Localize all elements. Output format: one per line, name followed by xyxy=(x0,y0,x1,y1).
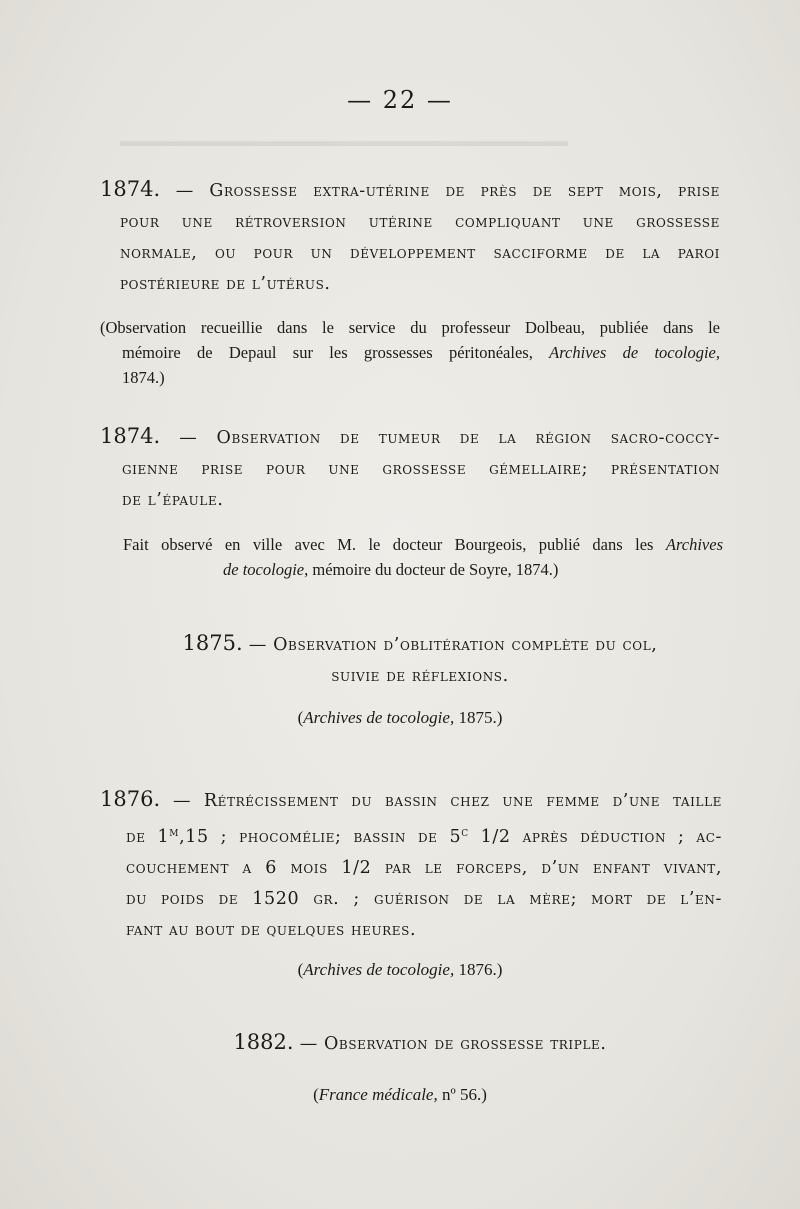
source-prefix: ( xyxy=(297,708,304,727)
entry-1-note xyxy=(100,315,720,390)
superscript: c xyxy=(461,825,469,840)
title-line: de l’épaule. xyxy=(122,490,224,510)
title-line: pour une rétroversion utérine compliquant une grossesse xyxy=(120,212,720,232)
source-suffix: 1876.) xyxy=(454,960,503,979)
entry-1874-extra-uterine xyxy=(100,174,720,300)
title-line: normale, ou pour un développement sacciforme de la paroi xyxy=(120,243,720,263)
source-suffix: nº 56.) xyxy=(437,1085,487,1104)
title-line: couchement a 6 mois 1/2 par le forceps, d’un enfant vivant, xyxy=(126,858,722,878)
title-line: — Grossesse extra-utérine de près de sept mois, prise xyxy=(160,181,720,201)
source-prefix: ( xyxy=(313,1085,319,1104)
entry-1875-obliteration xyxy=(150,628,690,692)
entry-year: 1874. xyxy=(100,177,161,201)
entry-4-source xyxy=(0,960,800,980)
title-line: — Observation de grossesse triple. xyxy=(293,1034,607,1054)
entry-2-note xyxy=(123,532,723,582)
entry-year: 1882. xyxy=(233,1030,294,1054)
superscript: m xyxy=(169,825,180,840)
bleed-through-texture: ▬▬▬▬▬▬▬▬▬▬▬▬▬▬▬▬▬▬▬▬▬▬▬▬▬▬▬▬ xyxy=(120,133,568,150)
title-line: suivie de réflexions. xyxy=(331,666,509,686)
title-line: — Observation d’oblitération complète du col, xyxy=(242,635,658,655)
title-line: de 1 xyxy=(126,827,170,847)
journal-title: Archives xyxy=(665,535,723,554)
title-line: — Rétrécissement du bassin chez une femme d’une taille xyxy=(160,791,722,811)
note-line: (Observation recueillie dans le service du professeur Dolbeau, publiée dans le xyxy=(100,318,720,337)
source-prefix: ( xyxy=(297,960,304,979)
title-line: du poids de 1520 gr. ; guérison de la mère; mort de l’en- xyxy=(126,889,722,909)
entry-year: 1874. xyxy=(100,424,161,448)
entry-5-source xyxy=(0,1085,800,1105)
note-line: 1874.) xyxy=(122,368,165,387)
entry-3-source xyxy=(0,708,800,728)
title-line: — Observation de tumeur de la région sacro-coccy- xyxy=(160,428,720,448)
journal-title: Archives de tocologie, xyxy=(549,343,720,362)
journal-title: France médicale, xyxy=(318,1085,438,1104)
journal-title: Archives de tocologie, xyxy=(303,960,455,979)
title-line: fant au bout de quelques heures. xyxy=(126,920,417,940)
title-line: 1/2 après déduction ; ac- xyxy=(468,827,722,847)
title-line: ,15 ; phocomélie; bassin de 5 xyxy=(179,827,462,847)
entry-year: 1875. xyxy=(182,631,243,655)
entry-year: 1876. xyxy=(100,787,161,811)
source-suffix: 1875.) xyxy=(454,708,503,727)
entry-1882-triple xyxy=(150,1027,690,1060)
journal-title: Archives de tocologie, xyxy=(303,708,455,727)
title-line: postérieure de l’utérus. xyxy=(120,274,331,294)
entry-1874-sacro-coccygeal xyxy=(100,421,720,516)
note-line: Fait observé en ville avec M. le docteur Bourgeois, publié dans les xyxy=(123,535,666,554)
title-line: gienne prise pour une grossesse gémellaire; présentation xyxy=(122,459,720,479)
journal-title: de tocologie xyxy=(223,560,305,579)
page-number: — 22 — xyxy=(347,86,453,114)
note-line: mémoire de Depaul sur les grossesses péritonéales, xyxy=(122,343,550,362)
note-line: , mémoire du docteur de Soyre, 1874.) xyxy=(304,560,559,579)
entry-1876-retrecissement xyxy=(100,784,722,946)
